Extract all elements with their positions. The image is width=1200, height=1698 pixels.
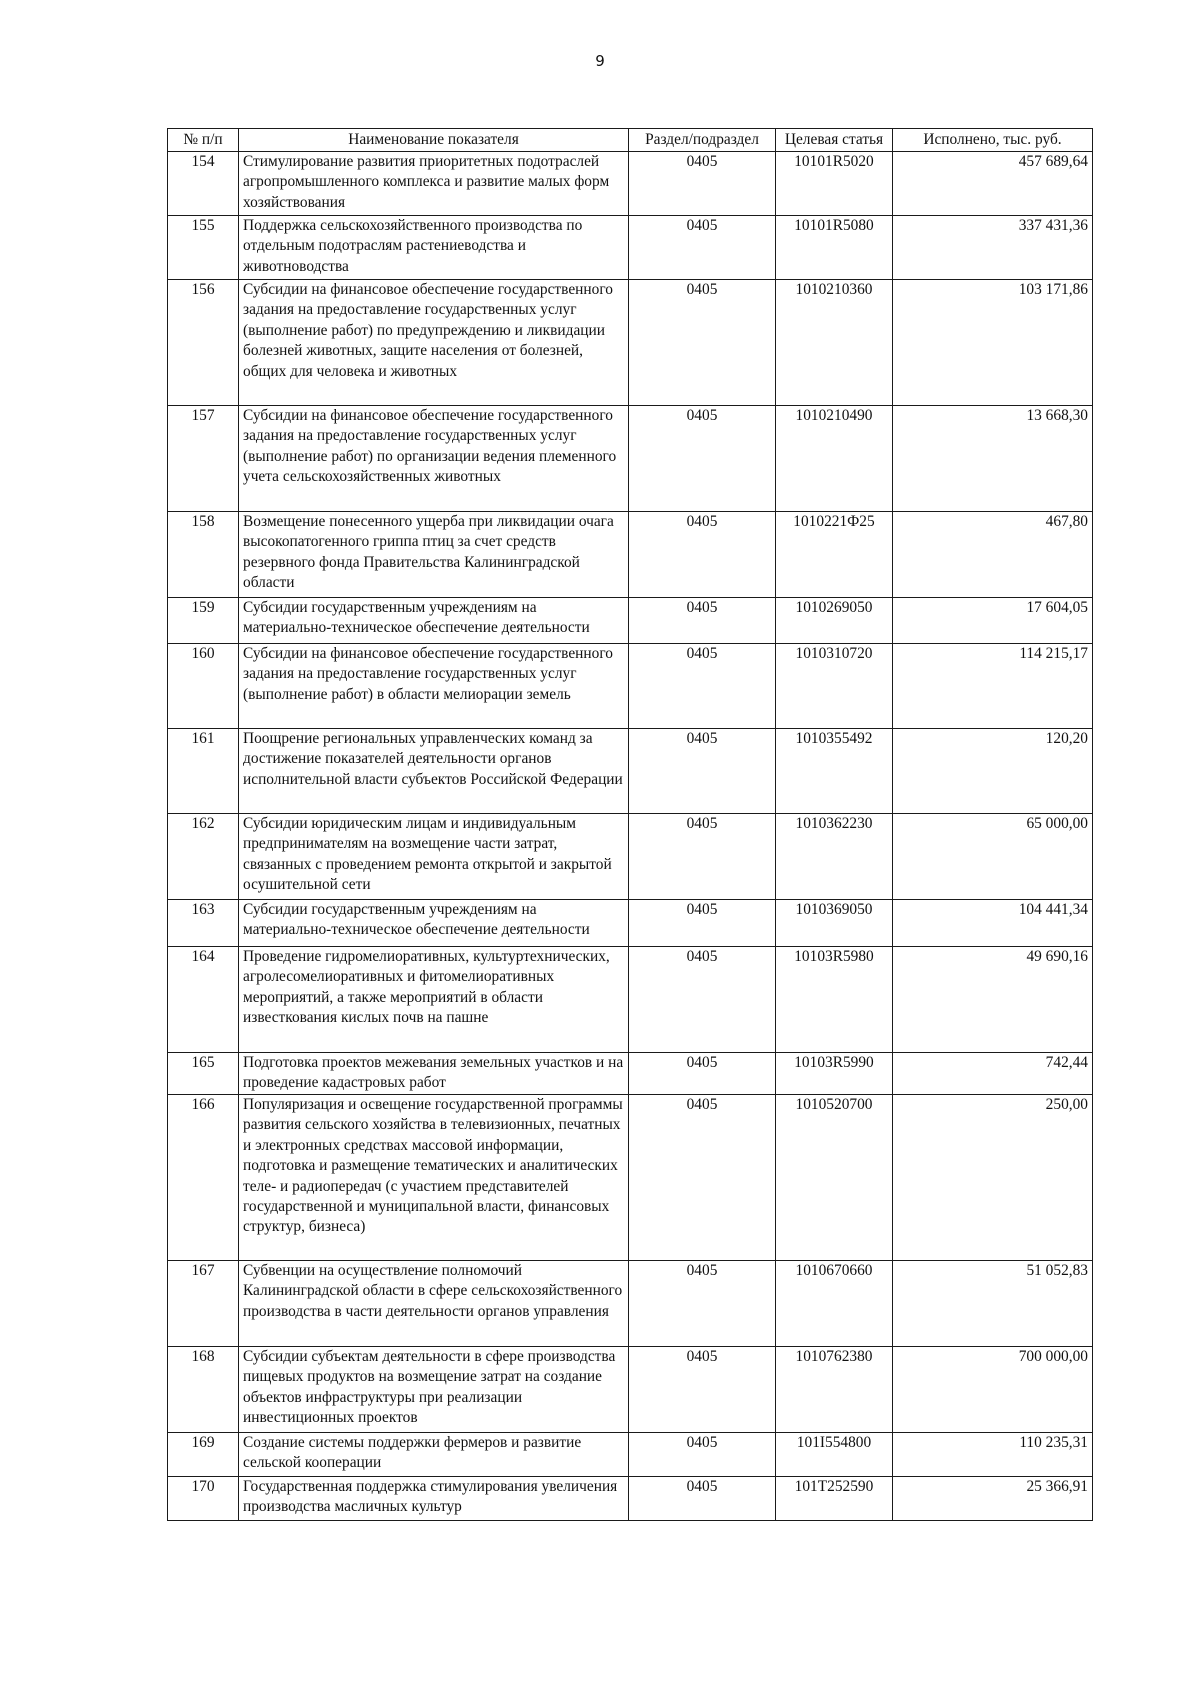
row-num: 168 bbox=[168, 1347, 239, 1433]
row-section: 0405 bbox=[629, 729, 776, 814]
row-name: Подготовка проектов межевания земельных участков и на проведение кадастровых работ bbox=[239, 1053, 629, 1095]
row-name: Субсидии на финансовое обеспечение государственного задания на предоставление государственных услуг (выполнение работ) по предупреждению и ликвидации болезней животных, защите населения от болезней, общих для человека и животных bbox=[239, 280, 629, 406]
row-name: Субсидии субъектам деятельности в сфере производства пищевых продуктов на возмещение затрат на создание объектов инфраструктуры при реализации инвестиционных проектов bbox=[239, 1347, 629, 1433]
row-target: 101T252590 bbox=[776, 1477, 893, 1521]
row-amount: 742,44 bbox=[893, 1053, 1093, 1095]
row-name: Субсидии государственным учреждениям на материально-техническое обеспечение деятельности bbox=[239, 598, 629, 644]
row-name: Поощрение региональных управленческих команд за достижение показателей деятельности органов исполнительной власти субъектов Российской Федерации bbox=[239, 729, 629, 814]
row-amount: 250,00 bbox=[893, 1095, 1093, 1261]
row-num: 158 bbox=[168, 512, 239, 598]
table-header bbox=[168, 129, 1093, 152]
row-name: Возмещение понесенного ущерба при ликвидации очага высокопатогенного гриппа птиц за счет средств резервного фонда Правительства Калининградской области bbox=[239, 512, 629, 598]
row-target: 1010210360 bbox=[776, 280, 893, 406]
row-target: 1010362230 bbox=[776, 814, 893, 900]
row-amount: 467,80 bbox=[893, 512, 1093, 598]
row-amount: 25 366,91 bbox=[893, 1477, 1093, 1521]
row-amount: 120,20 bbox=[893, 729, 1093, 814]
row-section: 0405 bbox=[629, 280, 776, 406]
row-name: Субвенции на осуществление полномочий Калининградской области в сфере сельскохозяйственного производства в части деятельности органов управления bbox=[239, 1261, 629, 1347]
row-target: 1010762380 bbox=[776, 1347, 893, 1433]
row-target: 1010269050 bbox=[776, 598, 893, 644]
row-target: 10103R5990 bbox=[776, 1053, 893, 1095]
row-num: 155 bbox=[168, 216, 239, 280]
header-section: Раздел/подраздел bbox=[629, 129, 776, 152]
row-target: 101I554800 bbox=[776, 1433, 893, 1477]
row-num: 166 bbox=[168, 1095, 239, 1261]
row-target: 1010221Ф25 bbox=[776, 512, 893, 598]
row-target: 1010369050 bbox=[776, 900, 893, 947]
header-name: Наименование показателя bbox=[239, 129, 629, 152]
row-section: 0405 bbox=[629, 1477, 776, 1521]
row-name: Проведение гидромелиоративных, культуртехнических, агролесомелиоративных и фитомелиоративных мероприятий, а также мероприятий в области известкования кислых почв на пашне bbox=[239, 947, 629, 1053]
row-section: 0405 bbox=[629, 644, 776, 729]
row-section: 0405 bbox=[629, 947, 776, 1053]
row-amount: 337 431,36 bbox=[893, 216, 1093, 280]
row-amount: 700 000,00 bbox=[893, 1347, 1093, 1433]
row-num: 170 bbox=[168, 1477, 239, 1521]
row-amount: 114 215,17 bbox=[893, 644, 1093, 729]
table-row bbox=[168, 152, 1093, 216]
row-num: 161 bbox=[168, 729, 239, 814]
row-section: 0405 bbox=[629, 1261, 776, 1347]
row-num: 154 bbox=[168, 152, 239, 216]
row-amount: 65 000,00 bbox=[893, 814, 1093, 900]
table-row bbox=[168, 598, 1093, 644]
table-row bbox=[168, 1095, 1093, 1261]
row-target: 1010520700 bbox=[776, 1095, 893, 1261]
row-target: 1010355492 bbox=[776, 729, 893, 814]
row-num: 165 bbox=[168, 1053, 239, 1095]
header-row bbox=[168, 129, 1093, 152]
header-num: № п/п bbox=[168, 129, 239, 152]
row-amount: 49 690,16 bbox=[893, 947, 1093, 1053]
table-row bbox=[168, 947, 1093, 1053]
row-name: Стимулирование развития приоритетных подотраслей агропромышленного комплекса и развитие малых форм хозяйствования bbox=[239, 152, 629, 216]
header-amount: Исполнено, тыс. руб. bbox=[893, 129, 1093, 152]
row-name: Субсидии на финансовое обеспечение государственного задания на предоставление государственных услуг (выполнение работ) по организации ведения племенного учета сельскохозяйственных животных bbox=[239, 406, 629, 512]
row-section: 0405 bbox=[629, 406, 776, 512]
table-row bbox=[168, 1433, 1093, 1477]
row-section: 0405 bbox=[629, 216, 776, 280]
table-body bbox=[168, 152, 1093, 1521]
row-target: 1010310720 bbox=[776, 644, 893, 729]
row-name: Субсидии государственным учреждениям на материально-техническое обеспечение деятельности bbox=[239, 900, 629, 947]
table-row bbox=[168, 1347, 1093, 1433]
table-row bbox=[168, 1053, 1093, 1095]
row-amount: 13 668,30 bbox=[893, 406, 1093, 512]
row-num: 159 bbox=[168, 598, 239, 644]
table-row bbox=[168, 1477, 1093, 1521]
row-name: Субсидии юридическим лицам и индивидуальным предпринимателям на возмещение части затрат, связанных с проведением ремонта открытой и закрытой осушительной сети bbox=[239, 814, 629, 900]
row-num: 164 bbox=[168, 947, 239, 1053]
row-amount: 51 052,83 bbox=[893, 1261, 1093, 1347]
table-row bbox=[168, 729, 1093, 814]
row-section: 0405 bbox=[629, 512, 776, 598]
row-section: 0405 bbox=[629, 1095, 776, 1261]
row-name: Государственная поддержка стимулирования увеличения производства масличных культур bbox=[239, 1477, 629, 1521]
row-section: 0405 bbox=[629, 598, 776, 644]
row-section: 0405 bbox=[629, 900, 776, 947]
row-num: 157 bbox=[168, 406, 239, 512]
row-name: Популяризация и освещение государственной программы развития сельского хозяйства в телевизионных, печатных и электронных средствах массовой информации, подготовка и размещение тематических и аналитических теле- и радиопередач (с участием представителей государственной и муниципальной власти, финансовых структур, бизнеса) bbox=[239, 1095, 629, 1261]
table-row bbox=[168, 406, 1093, 512]
row-target: 10101R5080 bbox=[776, 216, 893, 280]
row-num: 156 bbox=[168, 280, 239, 406]
row-name: Создание системы поддержки фермеров и развитие сельской кооперации bbox=[239, 1433, 629, 1477]
row-num: 162 bbox=[168, 814, 239, 900]
table-row bbox=[168, 1261, 1093, 1347]
row-target: 1010210490 bbox=[776, 406, 893, 512]
table-row bbox=[168, 644, 1093, 729]
row-amount: 110 235,31 bbox=[893, 1433, 1093, 1477]
row-num: 167 bbox=[168, 1261, 239, 1347]
row-target: 10101R5020 bbox=[776, 152, 893, 216]
budget-table bbox=[167, 128, 1093, 1521]
row-num: 160 bbox=[168, 644, 239, 729]
row-num: 163 bbox=[168, 900, 239, 947]
row-num: 169 bbox=[168, 1433, 239, 1477]
header-target: Целевая статья bbox=[776, 129, 893, 152]
table-row bbox=[168, 216, 1093, 280]
table-row bbox=[168, 814, 1093, 900]
table-row bbox=[168, 900, 1093, 947]
row-section: 0405 bbox=[629, 152, 776, 216]
row-section: 0405 bbox=[629, 1433, 776, 1477]
row-target: 1010670660 bbox=[776, 1261, 893, 1347]
table-row bbox=[168, 280, 1093, 406]
row-amount: 104 441,34 bbox=[893, 900, 1093, 947]
row-section: 0405 bbox=[629, 1053, 776, 1095]
row-amount: 103 171,86 bbox=[893, 280, 1093, 406]
row-amount: 17 604,05 bbox=[893, 598, 1093, 644]
row-section: 0405 bbox=[629, 1347, 776, 1433]
row-amount: 457 689,64 bbox=[893, 152, 1093, 216]
row-name: Поддержка сельскохозяйственного производства по отдельным подотраслям растениеводства и животноводства bbox=[239, 216, 629, 280]
row-name: Субсидии на финансовое обеспечение государственного задания на предоставление государственных услуг (выполнение работ) в области мелиорации земель bbox=[239, 644, 629, 729]
row-section: 0405 bbox=[629, 814, 776, 900]
page-number: 9 bbox=[595, 52, 605, 70]
row-target: 10103R5980 bbox=[776, 947, 893, 1053]
table-row bbox=[168, 512, 1093, 598]
